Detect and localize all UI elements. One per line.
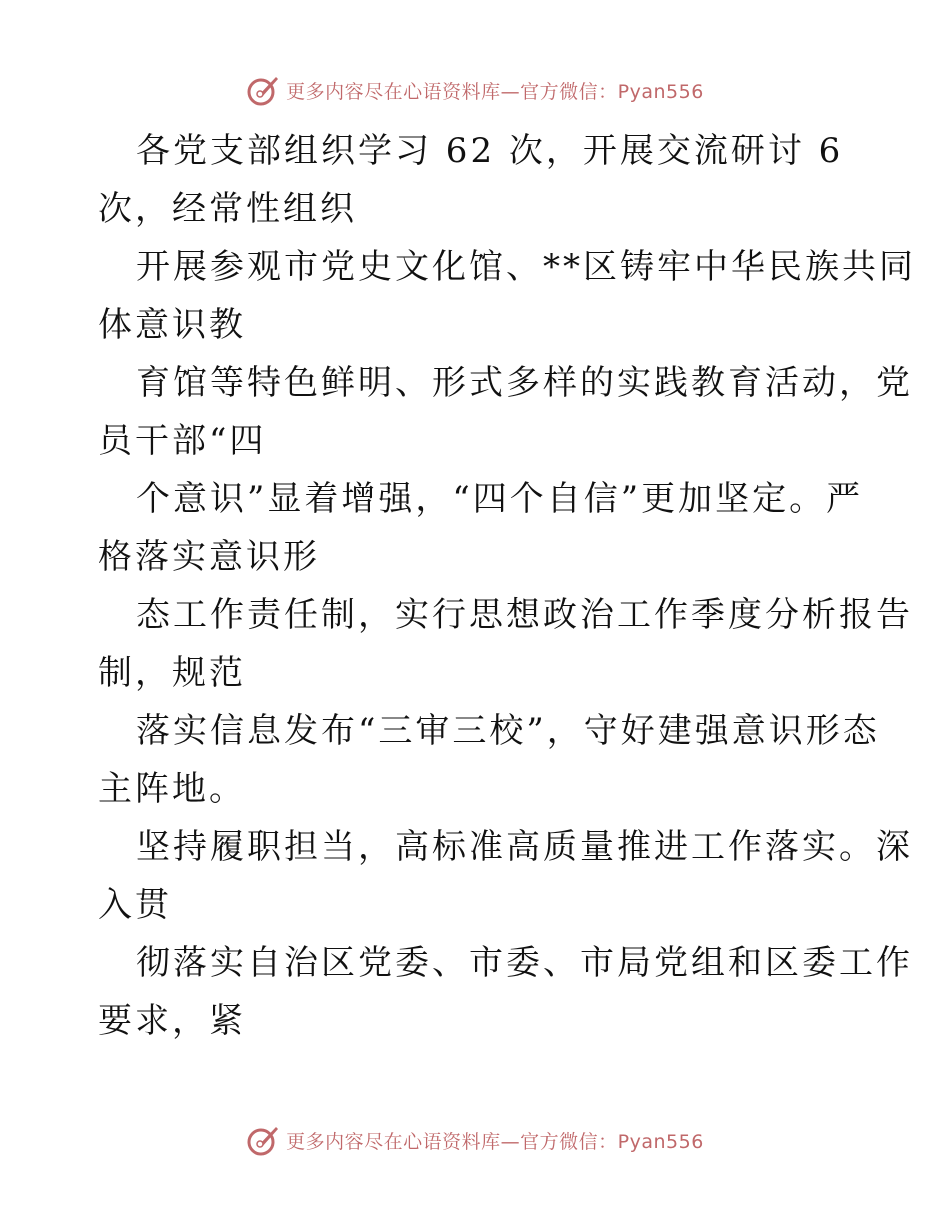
text-line: 落实信息发布“三审三校”，守好建强意识形态 <box>136 711 880 751</box>
text-line: 彻落实自治区党委、市委、市局党组和区委工作 <box>136 943 913 983</box>
text-line: 育馆等特色鲜明、形式多样的实践教育活动，党 <box>136 363 913 403</box>
text-line: 格落实意识形 <box>98 537 320 577</box>
quill-circle-logo-icon <box>246 73 280 107</box>
watermark-text: 更多内容尽在心语资料库—官方微信：Pyan556 <box>286 80 704 103</box>
text-line: 坚持履职担当，高标准高质量推进工作落实。深 <box>136 827 913 867</box>
text-line: 次，经常性组织 <box>98 189 357 229</box>
text-line: 主阵地。 <box>98 769 246 809</box>
header-watermark <box>0 70 950 110</box>
document-body <box>98 122 916 1050</box>
text-line: 体意识教 <box>98 305 246 345</box>
text-line: 开展参观市党史文化馆、**区铸牢中华民族共同 <box>136 247 916 287</box>
watermark-text: 更多内容尽在心语资料库—官方微信：Pyan556 <box>286 1130 704 1153</box>
quill-circle-logo-icon <box>246 1123 280 1157</box>
text-line: 入贯 <box>98 885 172 925</box>
text-line: 要求，紧 <box>98 1001 246 1041</box>
text-line: 个意识”显着增强，“四个自信”更加坚定。严 <box>136 479 864 519</box>
text-line: 各党支部组织学习 62 次，开展交流研讨 6 <box>136 131 844 171</box>
text-line: 态工作责任制，实行思想政治工作季度分析报告 <box>136 595 913 635</box>
text-line: 员干部“四 <box>98 421 267 461</box>
footer-watermark <box>0 1120 950 1160</box>
text-line: 制，规范 <box>98 653 246 693</box>
